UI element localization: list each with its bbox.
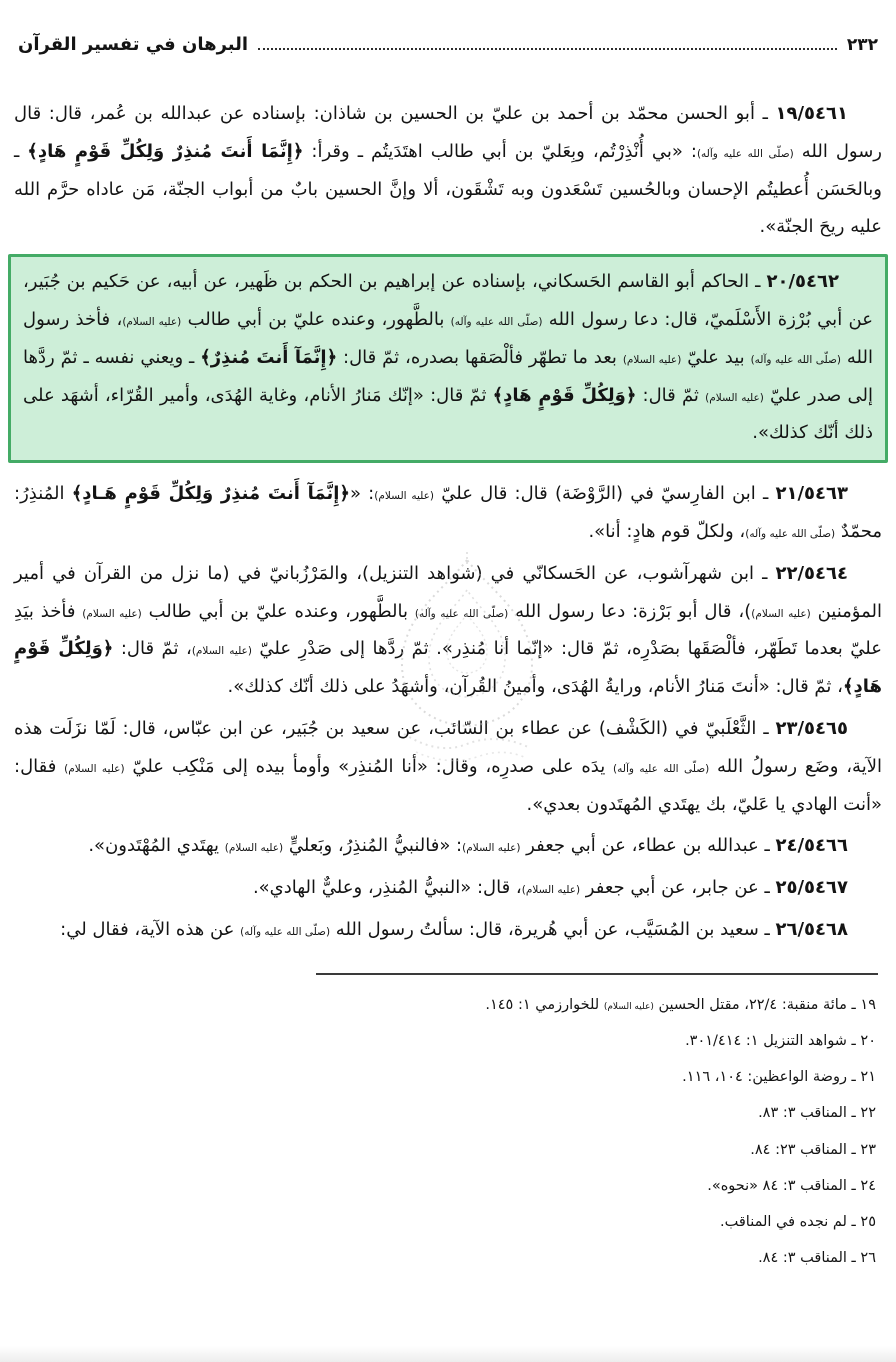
hadith-entry-2-segment: (عليه السلام) [705,391,764,404]
footnote-3 [20,1059,876,1095]
footnote-5-segment: ٢٣ ـ المناقب ٢٣: ٨٤. [750,1141,876,1158]
hadith-entry-8-segment: ٢٦/٥٤٦٨ [775,918,848,940]
footnotes-list [14,985,882,1277]
hadith-entry-2-highlighted [8,254,888,463]
hadith-entry-6 [14,827,882,865]
hadith-entry-2-segment: ثمّ قال: [636,384,706,406]
book-title: البرهان في تفسير القرآن [18,34,249,55]
hadith-entry-3-segment: (عليه السلام) [374,490,435,503]
hadith-entry-2-segment: ﴿إِنَّمَآ أَنتَ مُنذِرٌ﴾ [200,346,338,368]
hadith-entry-2-segment: ﴿وَلِكُلِّ قَوْمٍ هَادٍ﴾ [492,384,637,406]
hadith-entry-5-segment: (صلّى الله عليه وآله) [613,762,710,775]
hadith-entry-3-segment: ﴿إِنَّمَآ أَنتَ مُنذِرٌ وَلِكُلِّ قَوْمٍ هَـادٍ﴾ [71,483,350,505]
hadith-entry-6-segment: : «فالنبيُّ المُنذِرُ، وبَعليٍّ [283,835,463,857]
hadith-entry-2-segment: بيد عليّ [681,346,751,368]
hadith-entry-4-segment: فأخذ بيَدِ عليّ بعدما تَطَهّر، فألْصَقَها بصَدْرِه، ثمّ قال: «إنّما أنا مُنذِر». ثمّ ردَّها إلى صَدْرِ عليّ [14,600,882,660]
hadith-entries [14,95,882,949]
hadith-entry-3-segment: ـ ابن الفارِسيّ في (الرَّوْضَة) قال: قال عليّ [434,483,776,505]
hadith-entry-6-segment: (عليه السلام) [224,842,284,855]
footnote-2-segment: ٢٠ ـ شواهد التنزيل ١: ٣٠١/٤١٤. [685,1032,876,1049]
hadith-entry-4-segment: (عليه السلام) [82,607,142,620]
hadith-entry-3-segment: المُنذِرُ: محمّدٌ [14,483,882,542]
hadith-entry-8-segment: عن هذه الآية، فقال لي: [60,918,241,940]
hadith-entry-7-segment: (عليه السلام) [521,884,581,897]
hadith-entry-4-segment: ، ثمّ قال: [113,638,192,660]
footnote-1-segment: (عليه السلام) [603,1001,654,1012]
hadith-entry-4-segment: ـ ابن شهرآشوب، عن الحَسكانّي في (شواهد التنزيل)، والمَرْزُبانيّ في (ما نزل من القرآن في أمير المؤمنين [14,562,882,622]
hadith-entry-6-segment: ـ عبدالله بن عطاء، عن أبي جعفر [520,835,776,857]
footnote-8-segment: ٢٦ ـ المناقب ٣: ٨٤. [758,1250,876,1267]
hadith-entry-5-segment: (عليه السلام) [64,762,125,775]
footnote-1-segment: ١٩ ـ مائة منقبة: ٢٢/٤، مقتل الحسين [653,996,876,1013]
hadith-entry-4-segment: )، قال أبو بَرْزة: دعا رسول الله [508,600,752,622]
hadith-entry-6-segment: يهتَدي المُهْتَدون». [88,835,225,857]
hadith-entry-7 [14,869,882,907]
hadith-entry-4 [14,555,882,706]
hadith-entry-4-segment: (عليه السلام) [751,607,811,620]
page-header [14,34,882,55]
hadith-entry-4-segment: ٢٢/٥٤٦٤ [775,562,848,584]
hadith-entry-7-segment: ـ عن جابر، عن أبي جعفر [580,877,776,899]
hadith-entry-7-segment: ، قال: «النبيُّ المُنذِر، وعليٌّ الهادي». [252,877,522,899]
page-number: ٢٣٢ [846,35,878,55]
hadith-entry-2-segment: ـ الحاكم أبو القاسم الحَسكاني، بإسناده عن إبراهيم بن الحكم بن ظَهير، عن أبيه، عن حَكيم بن جُبَير، عن أبي بُرْزة الأَسْلَميّ، قال: دعا رسول الله [23,271,873,330]
hadith-entry-4-segment: ﴿وَلِكُلِّ قَوْمٍ هَادٍ﴾ [14,638,882,698]
hadith-entry-2-segment: (عليه السلام) [622,353,682,366]
hadith-entry-7-segment: ٢٥/٥٤٦٧ [775,877,848,899]
hadith-entry-3-segment: : « [349,483,375,505]
footnote-4 [20,1095,876,1131]
footnote-separator [316,973,878,975]
hadith-entry-3-segment: ٢١/٥٤٦٣ [775,483,848,505]
footnote-6 [20,1168,876,1204]
hadith-entry-4-segment: ، ثمّ قال: «أنتَ مَنارُ الأنام، ورايةُ الهُدَى، وأمينُ القُرآن، وأشهَدُ على ذلك أنّك كذلك». [227,676,843,698]
hadith-entry-1-segment: (صلّى الله عليه وآله) [696,147,794,160]
footnote-3-segment: ٢١ ـ روضة الواعظين: ١٠٤، ١١٦. [682,1069,876,1086]
hadith-entry-2-segment: ٢٠/٥٤٦٢ [766,271,839,293]
hadith-entry-8-segment: ـ سعيد بن المُسَيَّب، عن أبي هُريرة، قال: سألتُ رسول الله [330,918,776,940]
hadith-entry-5-segment: يدَه على صدرِه، وقال: «أنا المُنذِر» وأومأ بيده إلى مَنْكِب عليّ [124,755,614,777]
hadith-entry-6-segment: ٢٤/٥٤٦٦ [775,835,848,857]
hadith-entry-1-segment: ﴿إِنَّمَا أَنتَ مُنذِرٌ وَلِكُلِّ قَوْمٍ هَادٍ﴾ [27,140,304,162]
hadith-entry-2-segment: ، فأخذ رسول الله [23,308,873,368]
hadith-entry-1 [14,95,882,246]
hadith-entry-2-segment: ثمّ قال: «إنّك مَنارُ الأنام، وغاية الهُدَى، وأمير القُرّاء، أشهَد على ذلك أنّك كذلك». [23,384,873,444]
hadith-entry-5-segment: فقال: «أنت الهادي يا عَليّ، بك يهتَدي المُهتَدون بعدي». [14,755,882,815]
hadith-entry-4-segment: (عليه السلام) [191,645,252,658]
hadith-entry-1-segment: ـ وبالحَسَن أُعطيتُم الإحسان وبالحُسين تَسْعَدون وبه تَشْقَون، ألا وإنَّ الحسين بابٌ من أبواب الجنّة، مَن عاداه حرَّم الله عليه ريحَ الجنّة». [14,140,882,238]
footnote-2 [20,1023,876,1059]
footnote-1-segment: للخوارزمي ١: ١٤٥. [485,996,604,1013]
hadith-entry-6-segment: (عليه السلام) [462,842,521,855]
hadith-entry-2-segment: (صلّى الله عليه وآله) [450,315,543,328]
hadith-entry-8 [14,911,882,949]
hadith-entry-2-segment: بالطَّهور، وعنده عليّ بن أبي طالب [181,308,451,330]
hadith-entry-1-segment: : «بي أُنْذِرْتُم، وبِعَليّ بن أبي طالب اهتَدَيتُم ـ وقرأ: [303,140,697,162]
hadith-entry-4-segment: (صلّى الله عليه وآله) [414,607,509,620]
hadith-entry-1-segment: ـ أبو الحسن محمّد بن أحمد بن عليّ بن الحسين بن شاذان: بإسناده عن عبدالله بن عُمر، قال: قال رسول الله [14,103,882,162]
hadith-entry-5-segment: ـ الثَّعْلَبيّ في (الكَشْف) عن عطاء بن السّائب، عن سعيد بن جُبَير، عن ابن عبّاس، قال: لَمّا نزَلَت هذه الآية، وضَع رسولُ الله [14,717,882,777]
hadith-entry-2-segment: بعد ما تطهّر فألْصَقها بصدره، ثمّ قال: [337,346,623,368]
hadith-entry-3-segment: ، ولكلّ قوم هادٍ: أنا». [588,520,746,542]
hadith-entry-1-segment: ١٩/٥٤٦١ [775,103,848,124]
footnote-7-segment: ٢٥ ـ لم نجده في المناقب. [720,1214,876,1231]
hadith-entry-4-segment: بالطَّهور، وعنده عليّ بن أبي طالب [141,600,415,622]
hadith-entry-5-segment: ٢٣/٥٤٦٥ [775,717,848,739]
page-bottom-edge [0,1346,896,1362]
footnote-4-segment: ٢٢ ـ المناقب ٣: ٨٣. [758,1105,876,1122]
footnote-7 [20,1204,876,1240]
hadith-entry-2-segment: (عليه السلام) [122,315,182,328]
footnote-6-segment: ٢٤ ـ المناقب ٣: ٨٤ «نحوه». [707,1177,876,1194]
hadith-entry-8-segment: (صلّى الله عليه وآله) [240,925,331,938]
hadith-entry-3-segment: (صلّى الله عليه وآله) [745,527,836,540]
hadith-entry-2-segment: (صلّى الله عليه وآله) [750,353,842,366]
hadith-entry-2-segment: ـ ويعني نفسه ـ ثمّ ردَّها إلى صدر عليّ [23,346,873,406]
footnote-8 [20,1240,876,1276]
hadith-entry-3 [14,475,882,551]
footnote-5 [20,1132,876,1168]
hadith-entry-5 [14,710,882,823]
footnote-1 [20,987,876,1023]
dotted-leader [258,47,837,50]
